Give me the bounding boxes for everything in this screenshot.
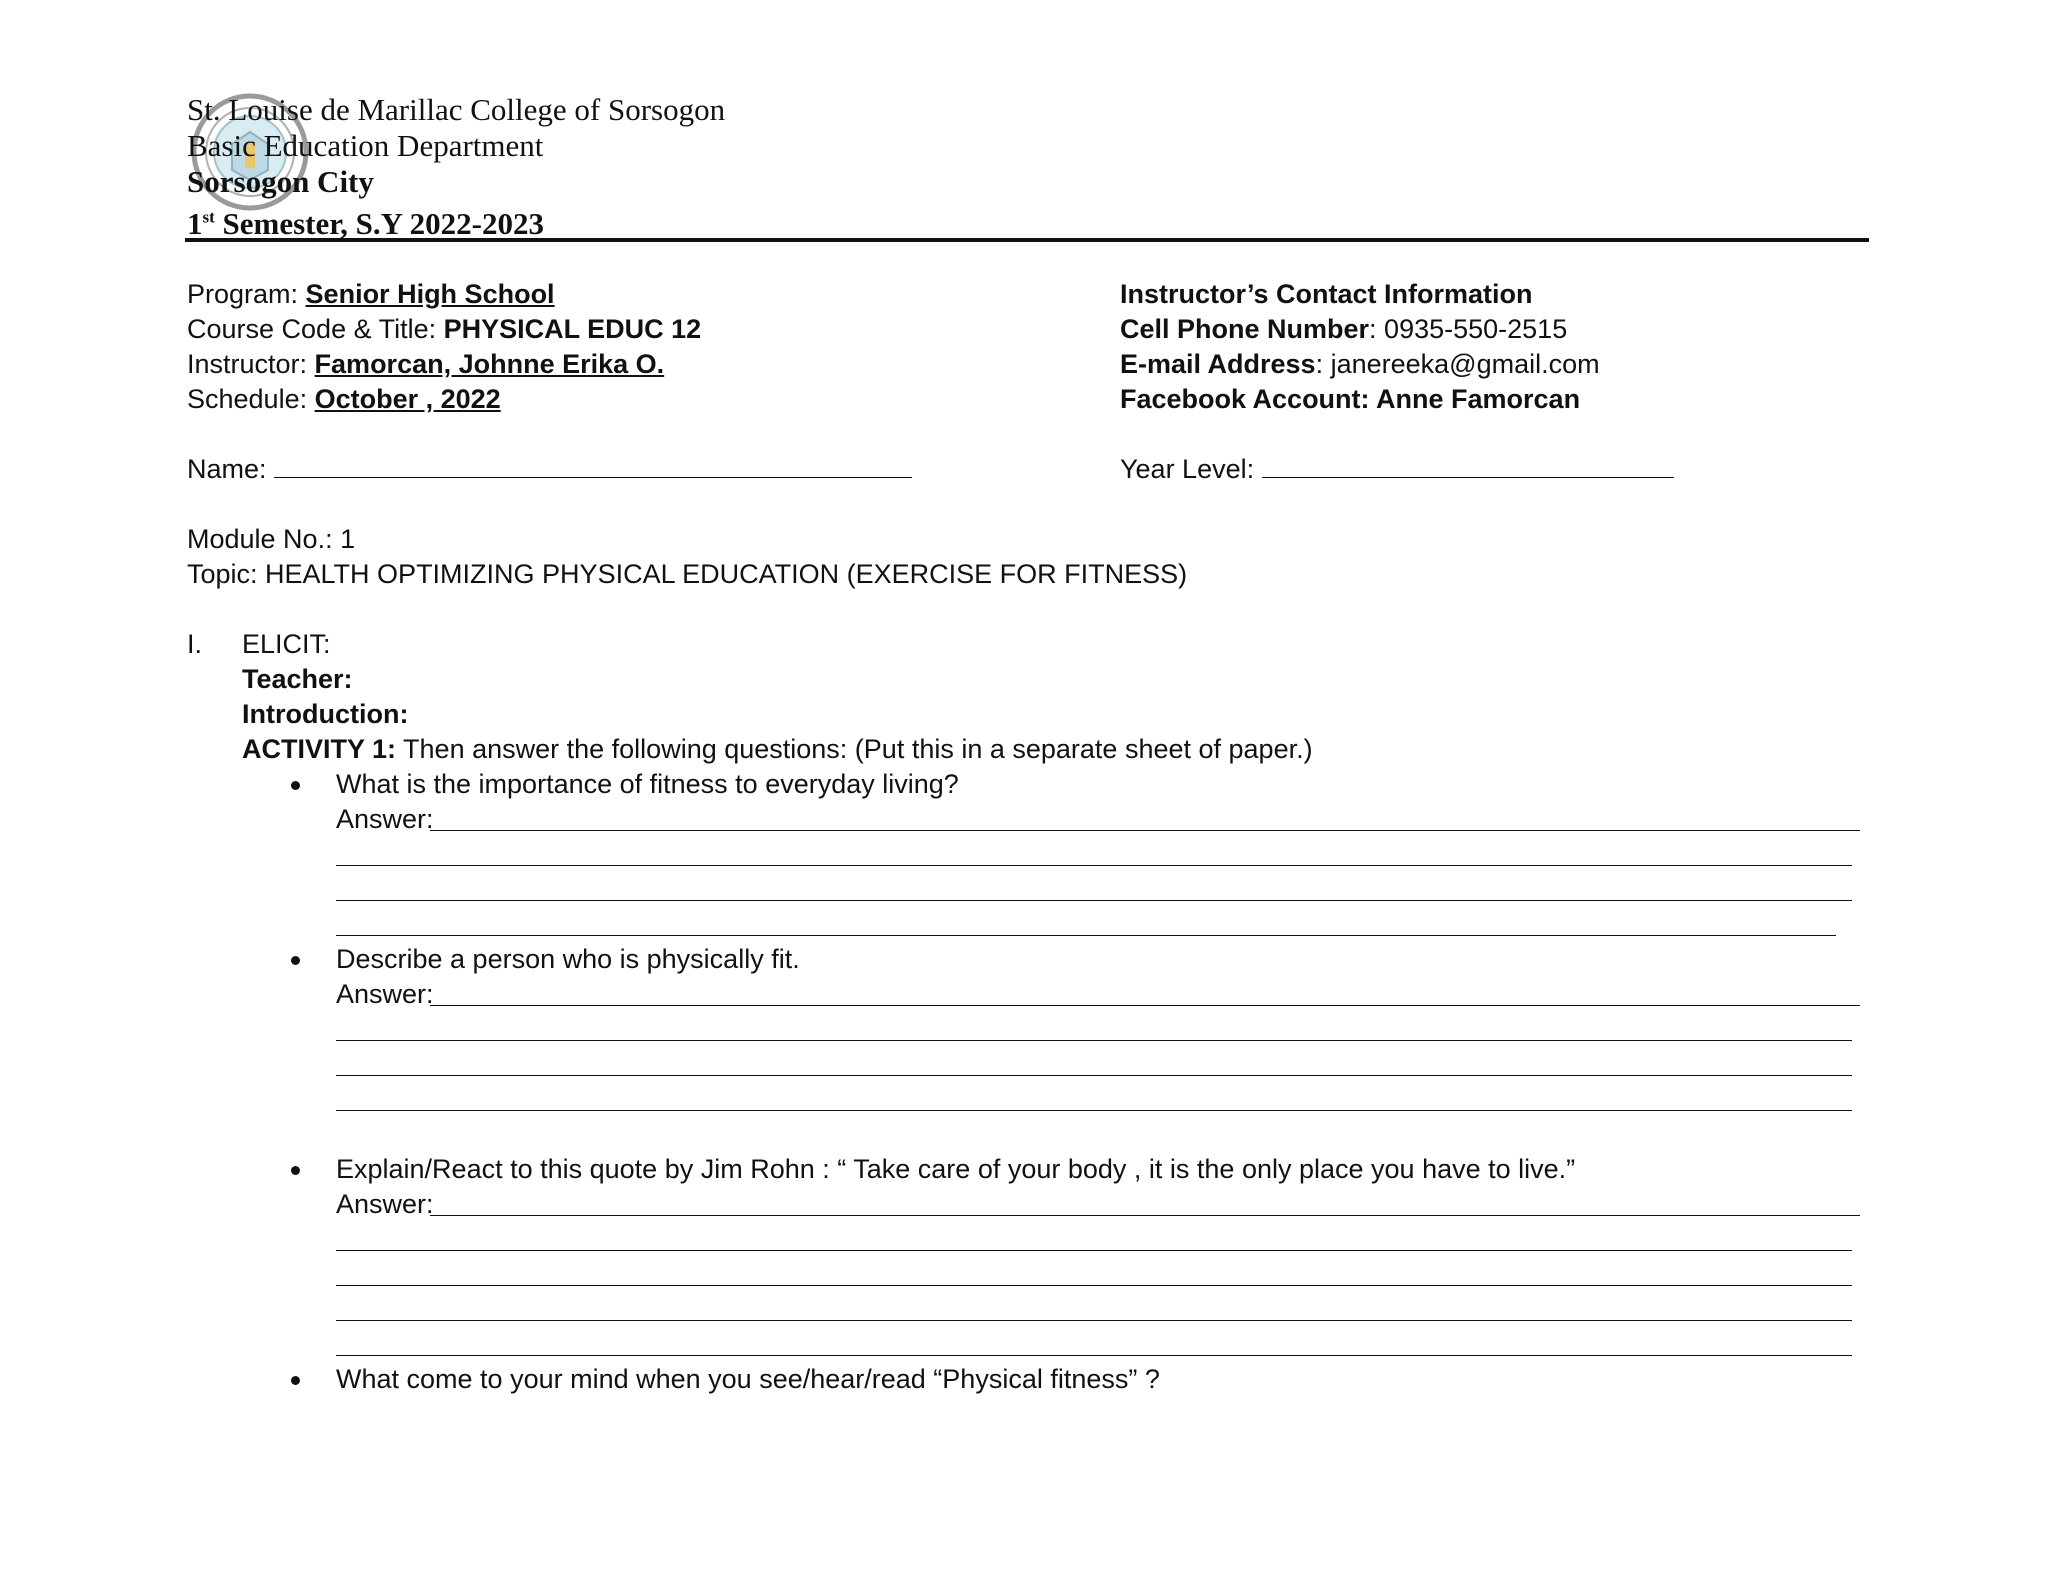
semester-line: 1st Semester, S.Y 2022-2023 — [187, 206, 544, 242]
header-divider — [185, 238, 1869, 242]
answer-3-line-4[interactable] — [336, 1320, 1852, 1321]
section-title: ELICIT: — [242, 629, 331, 659]
answer-1-line-2[interactable] — [336, 865, 1852, 866]
question-2: Describe a person who is physically fit. — [336, 944, 800, 974]
answer-1-label: Answer: — [336, 804, 434, 834]
module-topic: Topic: HEALTH OPTIMIZING PHYSICAL EDUCATION (EXERCISE FOR FITNESS) — [187, 559, 1188, 589]
phone-line: Cell Phone Number: 0935-550-2515 — [1120, 314, 1568, 344]
facebook-line: Facebook Account: Anne Famorcan — [1120, 384, 1581, 414]
city-name: Sorsogon City — [187, 164, 374, 199]
instructor-line: Instructor: Famorcan, Johnne Erika O. — [187, 349, 665, 379]
answer-2-line-1[interactable] — [430, 1005, 1860, 1006]
answer-2-label: Answer: — [336, 979, 434, 1009]
section-numeral: I. — [187, 629, 203, 659]
answer-3-line-3[interactable] — [336, 1285, 1852, 1286]
course-code-value: PHYSICAL EDUC 12 — [443, 314, 702, 344]
answer-3-line-5[interactable] — [336, 1355, 1852, 1356]
schedule-line: Schedule: October , 2022 — [187, 384, 501, 414]
school-header — [187, 92, 725, 242]
contact-title: Instructor’s Contact Information — [1120, 279, 1533, 309]
question-3: Explain/React to this quote by Jim Rohn : “ Take care of your body , it is the only place you have to live.” — [336, 1154, 1576, 1184]
bullet-icon — [291, 956, 300, 965]
bullet-icon — [291, 781, 300, 790]
instructor-value: Famorcan, Johnne Erika O. — [314, 349, 665, 379]
email-line: E-mail Address: janereeka@gmail.com — [1120, 349, 1600, 379]
schedule-value: October , 2022 — [314, 384, 501, 414]
teacher-label: Teacher: — [242, 664, 353, 694]
answer-1-line-1[interactable] — [430, 830, 1860, 831]
year-level-field[interactable]: Year Level: — [1120, 452, 1674, 487]
question-1: What is the importance of fitness to everyday living? — [336, 769, 959, 799]
introduction-label: Introduction: — [242, 699, 409, 729]
bullet-icon — [291, 1376, 300, 1385]
activity-instructions: ACTIVITY 1: Then answer the following questions: (Put this in a separate sheet of paper.) — [242, 734, 1313, 764]
answer-1-line-4[interactable] — [336, 935, 1836, 936]
college-name: St. Louise de Marillac College of Sorsogon — [187, 92, 726, 127]
answer-3-line-1[interactable] — [430, 1215, 1860, 1216]
answer-1-line-3[interactable] — [336, 900, 1852, 901]
question-4: What come to your mind when you see/hear/read “Physical fitness” ? — [336, 1364, 1160, 1394]
program-line: Program: Senior High School — [187, 279, 555, 309]
bullet-icon — [291, 1166, 300, 1175]
course-code-line: Course Code & Title: PHYSICAL EDUC 12 — [187, 314, 702, 344]
module-number: Module No.: 1 — [187, 524, 356, 554]
answer-3-label: Answer: — [336, 1189, 434, 1219]
program-value: Senior High School — [305, 279, 555, 309]
answer-2-line-4[interactable] — [336, 1110, 1852, 1111]
name-field[interactable]: Name: — [187, 452, 912, 487]
answer-2-line-3[interactable] — [336, 1075, 1852, 1076]
answer-3-line-2[interactable] — [336, 1250, 1852, 1251]
department-name: Basic Education Department — [187, 128, 544, 163]
answer-2-line-2[interactable] — [336, 1040, 1852, 1041]
